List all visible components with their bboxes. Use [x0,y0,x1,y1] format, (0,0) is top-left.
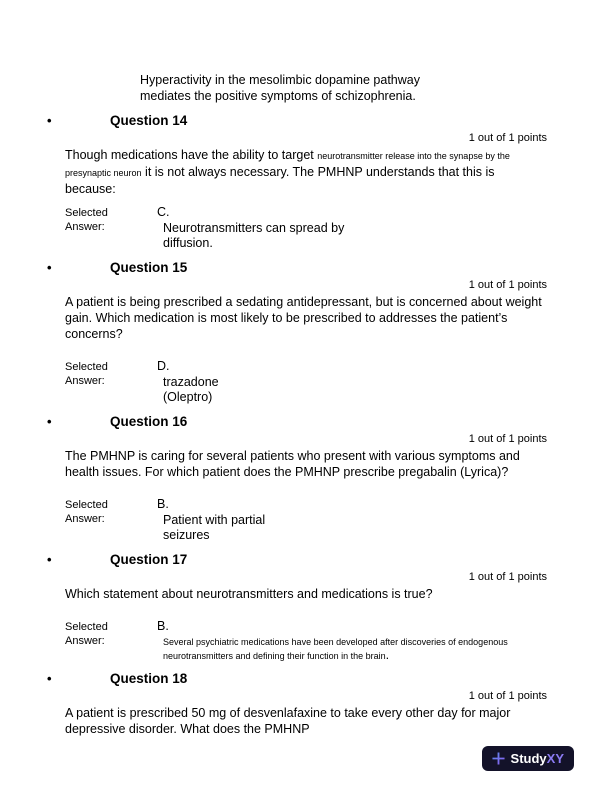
brand-study: Study [510,751,547,766]
selected-answer-label [65,619,157,662]
selected-answer-label [65,205,157,251]
question-title-row [47,671,547,687]
question-title-row [47,113,547,129]
answer-letter: B. [157,497,169,511]
answer-letter: B. [157,619,169,633]
selected-word: Selected [65,361,108,373]
question-title-row [47,414,547,430]
question-body [65,147,547,197]
bullet-icon: • [47,260,52,275]
answer-column [157,497,547,543]
answer-text [163,375,547,405]
points-label: 1 out of 1 points [468,132,547,144]
answer-line: Several psychiatric medications have been developed after discoveries of endogenous [163,637,508,647]
brand-xy: XY [546,751,564,766]
question-body: A patient is being prescribed a sedating antidepressant, but is concerned about weight gain. Which medication is most likely to be prescribed to addresses the patient’s concerns? [65,295,542,341]
selected-answer-row [65,205,547,251]
question-block-16 [47,414,547,543]
selected-word: Selected [65,621,108,633]
question-title: Question 16 [110,414,188,429]
points-label: 1 out of 1 points [468,571,547,583]
selected-answer-row [65,497,547,543]
body-text-small: neurotransmitter release into the synapse by the presynaptic neuron [65,151,510,178]
selected-answer-label [65,497,157,543]
question-title-row [47,260,547,276]
selected-answer-row [65,619,547,662]
answer-line: Patient with partial [163,513,266,527]
answer-column [157,359,547,405]
points-label: 1 out of 1 points [468,690,547,702]
body-text: Though medications have the ability to target [65,148,318,162]
answer-line: Neurotransmitters can spread by [163,221,345,235]
plus-icon [492,752,505,765]
answer-text [163,513,547,543]
answer-word: Answer: [65,375,105,387]
studyxy-badge [482,746,574,771]
bullet-icon: • [47,113,52,128]
selected-answer-label [65,359,157,405]
answer-column [157,619,547,662]
body-text: it is not always necessary. The PMHNP understands that this is because: [65,165,495,196]
answer-text [163,221,547,251]
intro-text [140,72,547,104]
answer-column [157,205,547,251]
points-label: 1 out of 1 points [468,433,547,445]
answer-word: Answer: [65,513,105,525]
bullet-icon: • [47,552,52,567]
answer-line-text: neurotransmitters and defining their function in the brain [163,650,386,661]
intro-line: Hyperactivity in the mesolimbic dopamine pathway [140,73,420,87]
answer-line [163,649,547,663]
answer-period: . [385,647,390,662]
answer-line: diffusion. [163,236,213,250]
answer-word: Answer: [65,635,105,647]
selected-word: Selected [65,207,108,219]
answer-word: Answer: [65,221,105,233]
question-block-18 [47,671,547,737]
question-title-row [47,552,547,568]
selected-answer-row [65,359,547,405]
question-body: A patient is prescribed 50 mg of desvenlafaxine to take every other day for major depressive disorder. What does the PMHNP [65,706,511,736]
question-title: Question 14 [110,113,188,128]
selected-word: Selected [65,499,108,511]
answer-text [163,636,547,662]
question-block-17 [47,552,547,662]
brand-text [511,752,564,765]
question-title: Question 18 [110,671,188,686]
points-label: 1 out of 1 points [468,279,547,291]
bullet-icon: • [47,414,52,429]
answer-line: (Oleptro) [163,390,213,404]
answer-letter: D. [157,359,170,373]
question-block-14 [47,113,547,251]
question-body: Which statement about neurotransmitters and medications is true? [65,587,433,601]
bullet-icon: • [47,671,52,686]
question-block-15 [47,260,547,405]
answer-line: seizures [163,528,210,542]
question-title: Question 15 [110,260,188,275]
intro-line: mediates the positive symptoms of schizophrenia. [140,89,416,103]
question-title: Question 17 [110,552,188,567]
answer-line: trazadone [163,375,219,389]
answer-letter: C. [157,205,170,219]
question-body: The PMHNP is caring for several patients who present with various symptoms and health issues. For which patient does the PMHNP prescribe pregabalin (Lyrica)? [65,449,520,479]
